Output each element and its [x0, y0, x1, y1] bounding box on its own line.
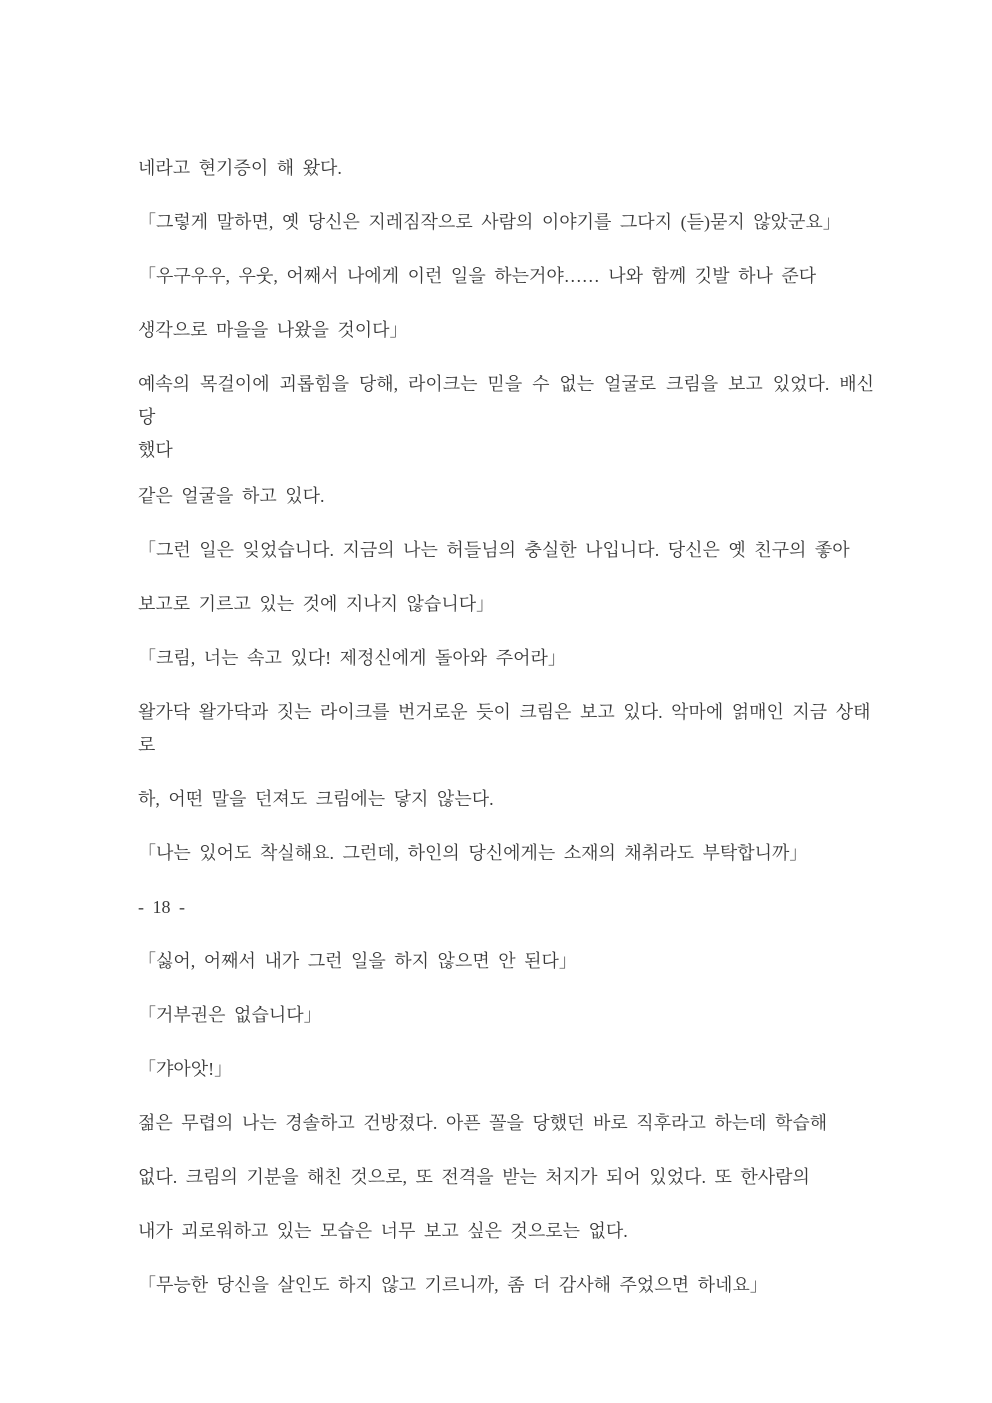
- paragraph-quote: 「거부권은 없습니다」: [138, 1005, 322, 1025]
- paragraph-narration: 왈가닥 왈가닥과 짓는 라이크를 번거로운 듯이 크림은 보고 있다. 악마에 얽매인 지금 상태로: [138, 702, 871, 755]
- wrapped-line-first: 예속의 목걸이에 괴롭힘을 당해, 라이크는 믿을 수 없는 얼굴로 크림을 보고 있었다. 배신당: [138, 374, 874, 427]
- paragraph-quote: 「그런 일은 잊었습니다. 지금의 나는 허들님의 충실한 나입니다. 당신은 옛 친구의 좋아: [138, 540, 850, 560]
- paragraph-quote: 「싫어, 어째서 내가 그런 일을 하지 않으면 안 된다」: [138, 951, 577, 971]
- paragraph-narration: 없다. 크림의 기분을 해친 것으로, 또 전격을 받는 처지가 되어 있었다. 또 한사람의: [138, 1167, 810, 1187]
- paragraph-narration: 내가 괴로워하고 있는 모습은 너무 보고 싶은 것으로는 없다.: [138, 1221, 628, 1241]
- wrapped-line-second: 했다: [138, 440, 173, 460]
- paragraph-quote: 「그렇게 말하면, 옛 당신은 지레짐작으로 사람의 이야기를 그다지 (듣)묻지 않았군요」: [138, 212, 841, 232]
- page-number: - 18 -: [138, 897, 185, 917]
- paragraph-quote: 「크림, 너는 속고 있다! 제정신에게 돌아와 주어라」: [138, 648, 566, 668]
- paragraph-narration-wrapped: [138, 368, 874, 467]
- paragraph-narration: 하, 어떤 말을 던져도 크림에는 닿지 않는다.: [138, 789, 494, 809]
- paragraph-narration: 같은 얼굴을 하고 있다.: [138, 486, 325, 506]
- paragraph-quote-continuation: 보고로 기르고 있는 것에 지나지 않습니다」: [138, 594, 495, 614]
- paragraph-quote-continuation: 생각으로 마을을 나왔을 것이다」: [138, 320, 408, 340]
- paragraph-narration: 젊은 무렵의 나는 경솔하고 건방졌다. 아픈 꼴을 당했던 바로 직후라고 하는데 학습해: [138, 1113, 828, 1133]
- paragraph-quote: 「나는 있어도 착실해요. 그런데, 하인의 당신에게는 소재의 채취라도 부탁합니까」: [138, 843, 808, 863]
- paragraph-quote: 「갸아앗!」: [138, 1059, 233, 1079]
- paragraph-quote: 「무능한 당신을 살인도 하지 않고 기르니까, 좀 더 감사해 주었으면 하네요」: [138, 1275, 768, 1295]
- paragraph-quote: 「우구우우, 우웃, 어째서 나에게 이런 일을 하는거야…… 나와 함께 깃발 하나 준다: [138, 266, 817, 286]
- paragraph-narration: 네라고 현기증이 해 왔다.: [138, 158, 342, 178]
